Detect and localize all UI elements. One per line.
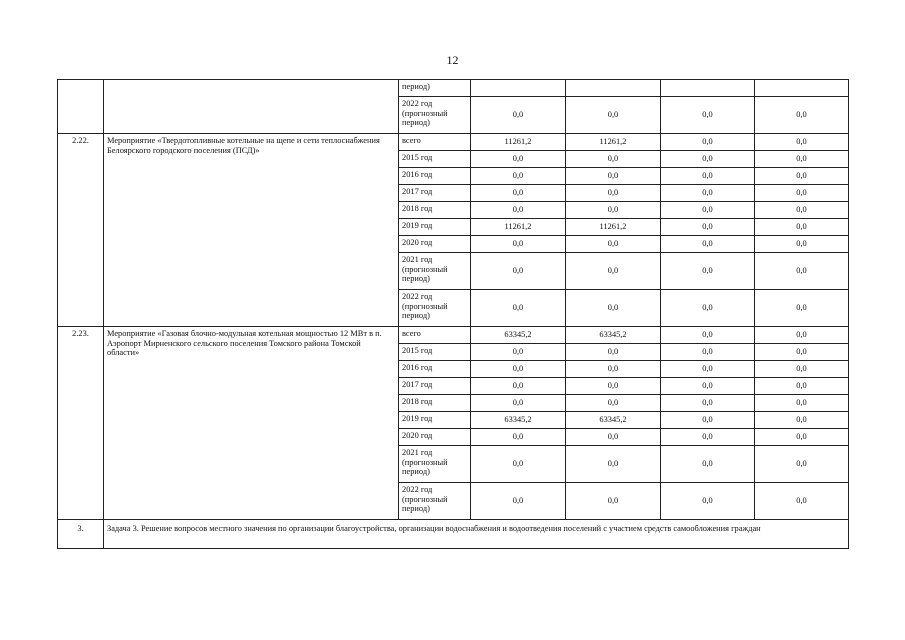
value-cell: 0,0 — [471, 97, 566, 134]
budget-table — [57, 79, 849, 549]
period-cell: 2020 год — [399, 236, 471, 253]
period-cell: всего — [399, 327, 471, 344]
period-cell: 2022 год (прогнозный период) — [399, 483, 471, 520]
period-cell: 2020 год — [399, 429, 471, 446]
value-cell: 0,0 — [755, 97, 849, 134]
value-cell: 0,0 — [661, 378, 755, 395]
period-cell: 2022 год (прогнозный период) — [399, 290, 471, 327]
value-cell: 0,0 — [661, 290, 755, 327]
value-cell: 0,0 — [661, 412, 755, 429]
value-cell: 0,0 — [471, 395, 566, 412]
value-cell: 0,0 — [471, 446, 566, 483]
value-cell — [755, 80, 849, 97]
value-cell: 0,0 — [471, 361, 566, 378]
value-cell: 0,0 — [661, 202, 755, 219]
value-cell: 0,0 — [755, 483, 849, 520]
period-cell: 2015 год — [399, 151, 471, 168]
page-number: 12 — [446, 53, 459, 67]
value-cell: 0,0 — [661, 219, 755, 236]
value-cell: 0,0 — [661, 344, 755, 361]
continuation-name-cell — [104, 80, 399, 134]
period-cell: 2015 год — [399, 344, 471, 361]
value-cell: 63345,2 — [566, 327, 661, 344]
value-cell: 0,0 — [755, 344, 849, 361]
value-cell: 11261,2 — [471, 134, 566, 151]
value-cell: 0,0 — [755, 429, 849, 446]
value-cell: 0,0 — [755, 202, 849, 219]
value-cell — [661, 80, 755, 97]
value-cell: 0,0 — [566, 202, 661, 219]
value-cell: 0,0 — [755, 168, 849, 185]
continuation-row — [58, 80, 849, 97]
value-cell: 11261,2 — [471, 219, 566, 236]
value-cell — [471, 80, 566, 97]
period-cell: 2021 год (прогнозный период) — [399, 253, 471, 290]
value-cell: 0,0 — [471, 344, 566, 361]
value-cell: 0,0 — [566, 429, 661, 446]
period-cell: всего — [399, 134, 471, 151]
value-cell: 0,0 — [661, 236, 755, 253]
value-cell: 0,0 — [566, 446, 661, 483]
value-cell: 0,0 — [471, 253, 566, 290]
period-cell: 2021 год (прогнозный период) — [399, 446, 471, 483]
value-cell: 0,0 — [566, 483, 661, 520]
period-cell: 2018 год — [399, 395, 471, 412]
value-cell: 0,0 — [661, 253, 755, 290]
period-cell: 2017 год — [399, 185, 471, 202]
period-cell: 2016 год — [399, 361, 471, 378]
value-cell: 0,0 — [661, 97, 755, 134]
value-cell: 11261,2 — [566, 219, 661, 236]
value-cell: 0,0 — [755, 219, 849, 236]
value-cell: 0,0 — [566, 151, 661, 168]
measure-number: 2.22. — [58, 134, 104, 327]
value-cell: 0,0 — [566, 236, 661, 253]
period-cell: 2016 год — [399, 168, 471, 185]
value-cell: 0,0 — [661, 483, 755, 520]
value-cell: 0,0 — [471, 378, 566, 395]
table-row — [58, 327, 849, 344]
value-cell: 63345,2 — [566, 412, 661, 429]
value-cell: 0,0 — [661, 151, 755, 168]
period-cell: 2017 год — [399, 378, 471, 395]
measure-name: Мероприятие «Газовая блочно-модульная котельная мощностью 12 МВт в п. Аэропорт Мирненского сельского поселения Томского района Томской области» — [104, 327, 399, 520]
continuation-number-cell — [58, 80, 104, 134]
value-cell: 0,0 — [755, 378, 849, 395]
task-text: Задача 3. Решение вопросов местного значения по организации благоустройства, организации водоснабжения и водоотведения поселений с участием средств самообложения граждан — [104, 520, 849, 549]
period-cell: 2022 год (прогнозный период) — [399, 97, 471, 134]
value-cell: 0,0 — [566, 361, 661, 378]
value-cell: 0,0 — [471, 168, 566, 185]
value-cell: 0,0 — [471, 429, 566, 446]
value-cell: 0,0 — [755, 134, 849, 151]
table-row — [58, 134, 849, 151]
value-cell: 0,0 — [566, 378, 661, 395]
value-cell — [566, 80, 661, 97]
value-cell: 0,0 — [661, 168, 755, 185]
value-cell: 0,0 — [755, 412, 849, 429]
period-cell: 2019 год — [399, 412, 471, 429]
measure-number: 2.23. — [58, 327, 104, 520]
value-cell: 0,0 — [755, 361, 849, 378]
value-cell: 0,0 — [755, 327, 849, 344]
value-cell: 11261,2 — [566, 134, 661, 151]
value-cell: 0,0 — [661, 134, 755, 151]
value-cell: 0,0 — [471, 185, 566, 202]
value-cell: 0,0 — [755, 185, 849, 202]
value-cell: 0,0 — [566, 344, 661, 361]
value-cell: 0,0 — [566, 253, 661, 290]
measure-name: Мероприятие «Твердотопливные котельные на щепе и сети теплоснабжения Белоярского городского поселения (ПСД)» — [104, 134, 399, 327]
value-cell: 0,0 — [566, 168, 661, 185]
value-cell: 0,0 — [566, 290, 661, 327]
value-cell: 0,0 — [566, 395, 661, 412]
value-cell: 0,0 — [471, 483, 566, 520]
period-cell: период) — [399, 80, 471, 97]
value-cell: 0,0 — [755, 446, 849, 483]
value-cell: 0,0 — [566, 185, 661, 202]
value-cell: 0,0 — [661, 429, 755, 446]
task-number: 3. — [58, 520, 104, 549]
value-cell: 63345,2 — [471, 412, 566, 429]
value-cell: 63345,2 — [471, 327, 566, 344]
value-cell: 0,0 — [661, 446, 755, 483]
value-cell: 0,0 — [471, 202, 566, 219]
value-cell: 0,0 — [755, 395, 849, 412]
value-cell: 0,0 — [755, 290, 849, 327]
value-cell: 0,0 — [471, 151, 566, 168]
value-cell: 0,0 — [471, 290, 566, 327]
value-cell: 0,0 — [471, 236, 566, 253]
value-cell: 0,0 — [755, 253, 849, 290]
value-cell: 0,0 — [661, 327, 755, 344]
period-cell: 2018 год — [399, 202, 471, 219]
task-row — [58, 520, 849, 549]
value-cell: 0,0 — [661, 395, 755, 412]
value-cell: 0,0 — [661, 185, 755, 202]
value-cell: 0,0 — [661, 361, 755, 378]
value-cell: 0,0 — [566, 97, 661, 134]
value-cell: 0,0 — [755, 151, 849, 168]
period-cell: 2019 год — [399, 219, 471, 236]
value-cell: 0,0 — [755, 236, 849, 253]
